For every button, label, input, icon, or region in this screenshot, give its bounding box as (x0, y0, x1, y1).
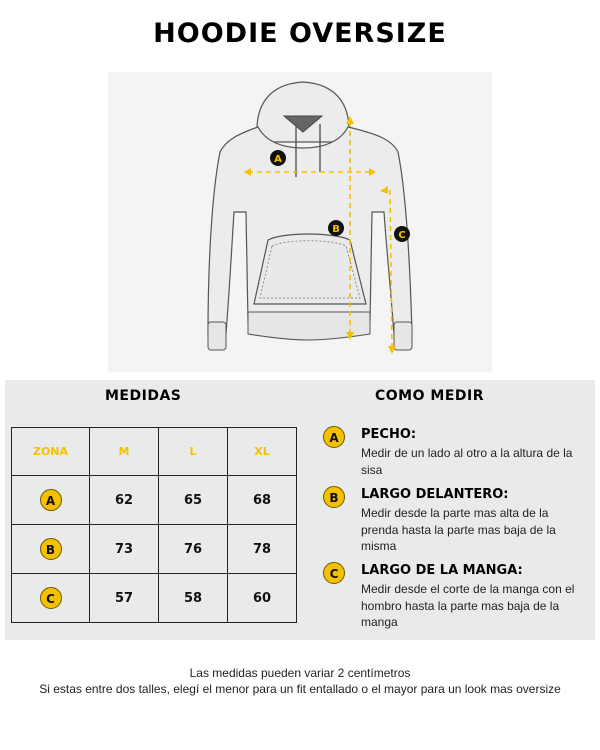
value-cell: 78 (228, 525, 297, 574)
svg-text:A: A (274, 154, 282, 165)
how-badge-c: C (323, 562, 345, 584)
table-row (12, 476, 297, 525)
header-l: L (159, 428, 228, 476)
left-cuff (208, 322, 226, 350)
table-header-row (12, 428, 297, 476)
marker-c (394, 226, 410, 242)
value-cell: 62 (90, 476, 159, 525)
table-row (12, 525, 297, 574)
zone-badge-c: C (40, 587, 62, 609)
marker-a (270, 150, 286, 166)
value-cell: 68 (228, 476, 297, 525)
hood-shape (257, 82, 349, 142)
header-m: M (90, 428, 159, 476)
how-badge-a: A (323, 426, 345, 448)
zone-cell (12, 476, 90, 525)
hoodie-diagram (108, 72, 492, 372)
hoodie-illustration (108, 72, 492, 372)
how-title: LARGO DELANTERO: (361, 487, 509, 502)
how-description: Medir de un lado al otro a la altura de la sisa (361, 446, 573, 477)
table-row (12, 574, 297, 623)
note-variation: Las medidas pueden variar 2 centímetros (189, 666, 411, 680)
how-description: Medir desde el corte de la manga con el hombro hasta la parte mas baja de la manga (361, 582, 575, 629)
header-zone: ZONA (12, 428, 90, 476)
page-title: HOODIE OVERSIZE (153, 18, 447, 49)
value-cell: 73 (90, 525, 159, 574)
how-badge-b: B (323, 486, 345, 508)
value-cell: 65 (159, 476, 228, 525)
zone-cell (12, 574, 90, 623)
value-cell: 58 (159, 574, 228, 623)
measurements-heading: MEDIDAS (105, 388, 182, 404)
svg-text:C: C (398, 230, 406, 241)
how-title: LARGO DE LA MANGA: (361, 563, 523, 578)
value-cell: 60 (228, 574, 297, 623)
zone-badge-a: A (40, 489, 62, 511)
marker-b (328, 220, 344, 236)
arrowhead (388, 346, 396, 354)
value-cell: 57 (90, 574, 159, 623)
note-fit-advice: Si estas entre dos talles, elegí el menor para un fit entallado o el mayor para un look mas oversize (39, 682, 561, 696)
zone-cell (12, 525, 90, 574)
value-cell: 76 (159, 525, 228, 574)
size-table (11, 427, 297, 623)
svg-text:B: B (332, 224, 340, 235)
right-cuff (394, 322, 412, 350)
how-title: PECHO: (361, 427, 417, 442)
header-xl: XL (228, 428, 297, 476)
size-guide-panel (5, 380, 595, 640)
how-to-measure-heading: COMO MEDIR (375, 388, 484, 404)
zone-badge-b: B (40, 538, 62, 560)
how-description: Medir desde la parte mas alta de la prenda hasta la parte mas baja de la misma (361, 506, 556, 553)
